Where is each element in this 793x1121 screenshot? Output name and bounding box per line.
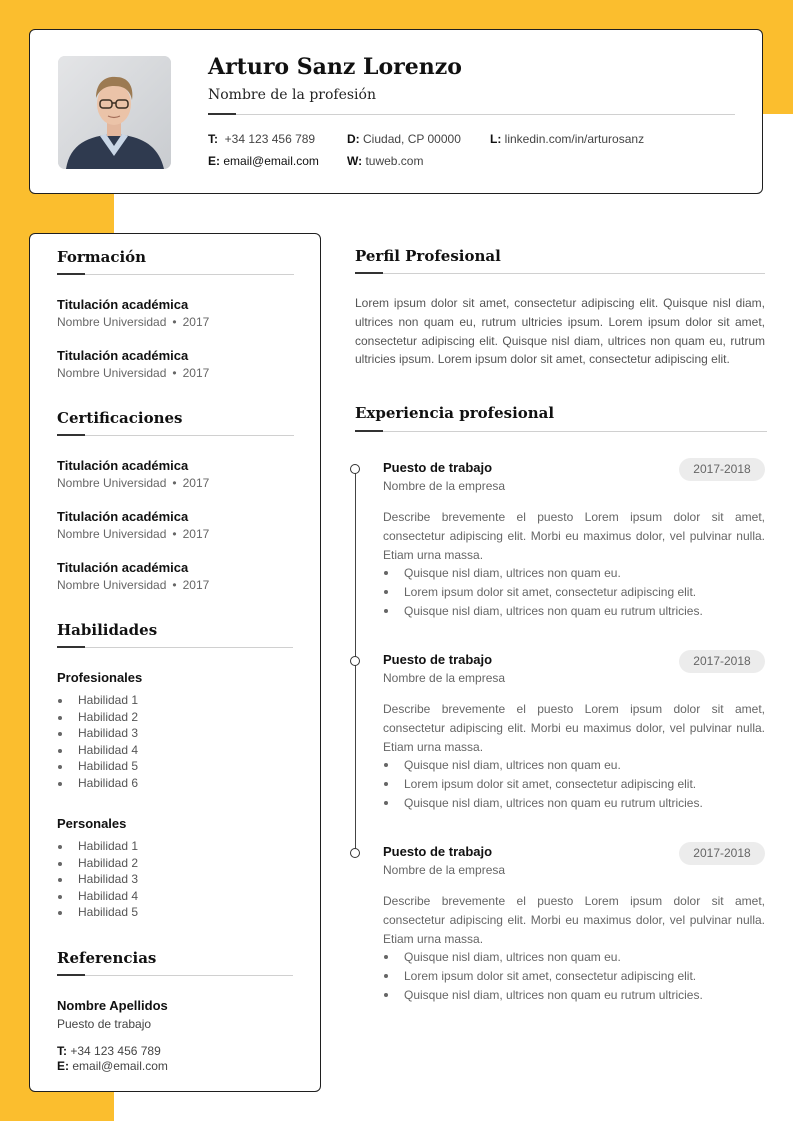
education-separator: • — [172, 366, 177, 380]
education-school-name: Nombre Universidad — [57, 366, 167, 380]
skills-rule-accent — [57, 646, 85, 648]
reference-name: Nombre Apellidos — [57, 998, 168, 1013]
skill-item: Habilidad 5 — [57, 758, 138, 775]
certification-item — [57, 458, 209, 490]
certification-degree: Titulación académica — [57, 509, 189, 524]
job-bullet: Lorem ipsum dolor sit amet, consectetur adipiscing elit. — [383, 583, 765, 602]
education-rule — [57, 274, 294, 275]
reference-email-label: E: — [57, 1059, 69, 1073]
contact-email-value: email@email.com — [223, 154, 319, 168]
candidate-name: Arturo Sanz Lorenzo — [208, 54, 462, 80]
profile-photo — [58, 56, 171, 169]
contact-email-label: E: — [208, 154, 220, 168]
header-divider — [208, 114, 735, 115]
certification-item — [57, 560, 209, 592]
profile-rule-accent — [355, 272, 383, 274]
certification-separator: • — [172, 476, 177, 490]
reference-email-value: email@email.com — [72, 1059, 168, 1073]
education-rule-accent — [57, 273, 85, 275]
certification-degree: Titulación académica — [57, 560, 189, 575]
skill-item: Habilidad 2 — [57, 855, 138, 872]
contact-address — [347, 132, 461, 146]
header-card — [29, 29, 763, 194]
profession-title: Nombre de la profesión — [208, 87, 376, 103]
profile-text: Lorem ipsum dolor sit amet, consectetur adipiscing elit. Quisque nisl diam, ultrices non quam eu, rutrum ultricies ipsum. Lorem ipsum dolor sit amet, consectetur adipiscing elit. Quisque nisl diam, ultrices non quam eu, rutrum ultricies ipsum. Lorem ipsum dolor sit amet, consectetur adipiscing elit. — [355, 296, 765, 367]
job-bullet: Quisque nisl diam, ultrices non quam eu. — [383, 756, 765, 775]
skill-item: Habilidad 1 — [57, 692, 138, 709]
education-item — [57, 297, 209, 329]
reference-phone — [57, 1044, 161, 1058]
job-description: Describe brevemente el puesto Lorem ipsum dolor sit amet, consectetur adipiscing elit. Morbi eu maximus dolor, vel pulvinar nulla. Etiam urna massa. — [383, 510, 765, 562]
job-bullet: Quisque nisl diam, ultrices non quam eu rutrum ultricies. — [383, 602, 765, 621]
skill-item: Habilidad 3 — [57, 871, 138, 888]
experience-rule — [355, 431, 767, 432]
skills-rule — [57, 647, 293, 648]
certification-year: 2017 — [182, 578, 210, 592]
job-bullets — [383, 756, 765, 812]
job-company: Nombre de la empresa — [383, 863, 506, 877]
professional-skills-title: Profesionales — [57, 670, 143, 685]
reference-role: Puesto de trabajo — [57, 1017, 152, 1031]
contact-web-label: W: — [347, 154, 363, 168]
skill-item: Habilidad 2 — [57, 709, 138, 726]
certification-school-name: Nombre Universidad — [57, 527, 167, 541]
certification-school-name: Nombre Universidad — [57, 476, 167, 490]
job-bullet: Quisque nisl diam, ultrices non quam eu rutrum ultricies. — [383, 794, 765, 813]
profile-title: Perfil Profesional — [355, 247, 501, 265]
job-title: Puesto de trabajo — [383, 460, 493, 475]
certification-year: 2017 — [182, 476, 210, 490]
contact-linkedin — [490, 132, 644, 146]
header-divider-accent — [208, 113, 236, 115]
certification-year: 2017 — [182, 527, 210, 541]
job-title: Puesto de trabajo — [383, 844, 493, 859]
timeline-marker — [350, 464, 360, 474]
education-separator: • — [172, 315, 177, 329]
job-description: Describe brevemente el puesto Lorem ipsum dolor sit amet, consectetur adipiscing elit. Morbi eu maximus dolor, vel pulvinar nulla. Etiam urna massa. — [383, 894, 765, 946]
certification-separator: • — [172, 527, 177, 541]
skills-title: Habilidades — [57, 621, 158, 639]
contact-linkedin-value: linkedin.com/in/arturosanz — [504, 132, 645, 146]
certification-school-name: Nombre Universidad — [57, 578, 167, 592]
education-school-name: Nombre Universidad — [57, 315, 167, 329]
certification-school — [57, 578, 209, 592]
job-description: Describe brevemente el puesto Lorem ipsum dolor sit amet, consectetur adipiscing elit. Morbi eu maximus dolor, vel pulvinar nulla. Etiam urna massa. — [383, 702, 765, 754]
job-title: Puesto de trabajo — [383, 652, 493, 667]
education-year: 2017 — [182, 315, 210, 329]
job-company: Nombre de la empresa — [383, 671, 506, 685]
job-dates-badge: 2017-2018 — [679, 458, 765, 481]
job-dates-badge: 2017-2018 — [679, 842, 765, 865]
sidebar-card — [29, 233, 321, 1092]
skill-item: Habilidad 5 — [57, 904, 138, 921]
timeline-marker — [350, 656, 360, 666]
reference-phone-label: T: — [57, 1044, 67, 1058]
contact-web — [347, 154, 423, 168]
skill-item: Habilidad 4 — [57, 888, 138, 905]
contact-linkedin-label: L: — [490, 132, 502, 146]
reference-phone-value: +34 123 456 789 — [70, 1044, 161, 1058]
skill-item: Habilidad 6 — [57, 775, 138, 792]
certification-degree: Titulación académica — [57, 458, 189, 473]
reference-email — [57, 1059, 168, 1073]
job-entry — [383, 844, 765, 1005]
job-bullets — [383, 948, 765, 1004]
education-degree: Titulación académica — [57, 297, 189, 312]
skill-item: Habilidad 1 — [57, 838, 138, 855]
education-title: Formación — [57, 248, 147, 266]
job-bullet: Quisque nisl diam, ultrices non quam eu. — [383, 564, 765, 583]
education-year: 2017 — [182, 366, 210, 380]
certification-item — [57, 509, 209, 541]
education-school — [57, 315, 209, 329]
contact-email — [208, 154, 319, 168]
experience-rule-accent — [355, 430, 383, 432]
education-school — [57, 366, 209, 380]
job-dates-badge: 2017-2018 — [679, 650, 765, 673]
job-bullet: Lorem ipsum dolor sit amet, consectetur adipiscing elit. — [383, 967, 765, 986]
contact-phone-label: T: — [208, 132, 218, 146]
education-degree: Titulación académica — [57, 348, 189, 363]
job-bullet: Lorem ipsum dolor sit amet, consectetur adipiscing elit. — [383, 775, 765, 794]
skill-item: Habilidad 4 — [57, 742, 138, 759]
job-bullets — [383, 564, 765, 620]
certification-separator: • — [172, 578, 177, 592]
references-rule-accent — [57, 974, 85, 976]
certification-school — [57, 476, 209, 490]
job-bullet: Quisque nisl diam, ultrices non quam eu. — [383, 948, 765, 967]
skill-item: Habilidad 3 — [57, 725, 138, 742]
contact-address-label: D: — [347, 132, 360, 146]
timeline-marker — [350, 848, 360, 858]
professional-skills-list — [57, 692, 138, 792]
education-item — [57, 348, 209, 380]
certification-school — [57, 527, 209, 541]
job-bullet: Quisque nisl diam, ultrices non quam eu rutrum ultricies. — [383, 986, 765, 1005]
contact-address-value: Ciudad, CP 00000 — [363, 132, 461, 146]
certifications-rule — [57, 435, 294, 436]
references-title: Referencias — [57, 949, 157, 967]
certifications-rule-accent — [57, 434, 85, 436]
contact-phone — [208, 132, 315, 146]
job-entry — [383, 652, 765, 813]
portrait-image — [58, 56, 171, 169]
references-rule — [57, 975, 293, 976]
contact-web-value: tuweb.com — [365, 154, 424, 168]
profile-rule — [355, 273, 765, 274]
personal-skills-list — [57, 838, 138, 921]
job-entry — [383, 460, 765, 621]
experience-title: Experiencia profesional — [355, 404, 555, 422]
contact-phone-value: +34 123 456 789 — [224, 132, 316, 146]
certifications-title: Certificaciones — [57, 409, 183, 427]
job-company: Nombre de la empresa — [383, 479, 506, 493]
personal-skills-title: Personales — [57, 816, 127, 831]
